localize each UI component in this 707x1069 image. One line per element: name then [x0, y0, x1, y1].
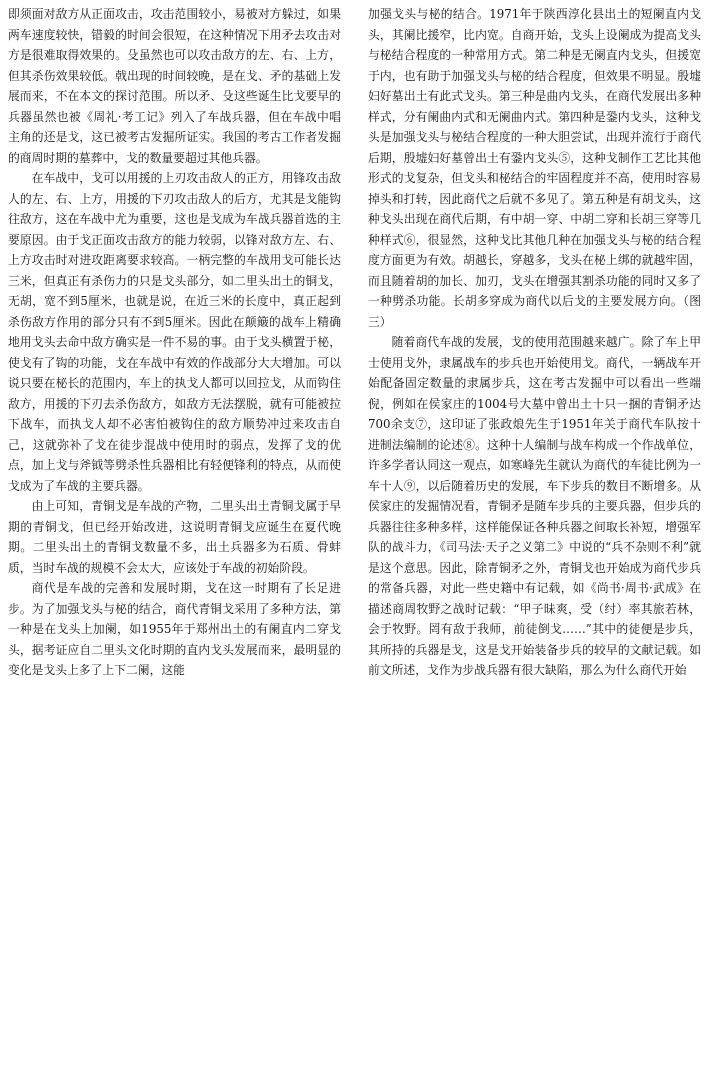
paragraph: 即须面对敌方从正面攻击，攻击范围较小，易被对方躲过，如果两车速度较快，错毅的时间会很短，在这种情况下用矛去攻击对方是很难取得效果的。殳虽然也可以攻击敌方的左、右、上方，但其杀伤效果较低。戟出现的时间较晚，是在戈、矛的基础上发展而来，不在本文的探讨范围。所以矛、殳这些诞生比戈要早的兵器虽然也被《周礼·考工记》列入了车战兵器，但在车战中唱主角的还是戈，这已被考古发掘所证实。我国的考古工作者发掘的商周时期的墓葬中，戈的数量要超过其他兵器。	[8, 7, 341, 165]
paragraph: 在车战中，戈可以用援的上刃攻击敌人的正方，用锋攻击敌人的左、右、上方，用援的下刃攻击敌人的后方，尤其是戈能钩往敌方，这在车战中尤为重要，这也是戈成为车战兵器首选的主要原因。由于戈正面攻击敌方的能力较弱，以锋对敌方左、右、上方攻击时对进攻距离要求较高。一柄完整的车战用戈可能长达三米，但真正有杀伤力的只是戈头部分，如二里头出土的铜戈，无胡，宽不到5厘米，也就是说，在近三米的长度中，真正起到杀伤敌方作用的部分只有不到5厘米。因此在颠簸的战车上精确地用戈头去命中敌方确实是一件不易的事。由于戈头横置于柲，使戈有了钩的功能，戈在车战中有效的作战部分大大增加。可以说只要在柲长的范围内，车上的执戈人都可以回拉戈，从而钩住敌方，用援的下刃去杀伤敌方，如敌方无法摆脱，就有可能被拉下战车，而执戈人却不必害怕被钩住的敌方顺势冲过来攻击自己，这就弥补了戈在徒步混战中使用时的弱点，发挥了戈的优点，加上戈与斧钺等劈杀性兵器相比有轻便锋利的特点，从而使戈成为了车战的主要兵器。	[8, 171, 341, 493]
right-column	[368, 4, 701, 1069]
paragraph: 由上可知，青铜戈是车战的产物，二里头出土青铜戈属于早期的青铜戈，但已经开始改进，这说明青铜戈应诞生在夏代晚期。二里头出土的青铜戈数量不多，出土兵器多为石质、骨蚌质，当时车战的规模不会太大，应该处于车战的初始阶段。	[8, 499, 341, 575]
paragraph: 商代是车战的完善和发展时期，戈在这一时期有了长足进步。为了加强戈头与柲的结合，商代青铜戈采用了多种方法，第一种是在戈头上加阑，如1955年于郑州出土的有阑直内二穿戈头，据考证应自二里头文化时期的直内戈头发展而来，最明显的变化是戈头上多了上下二阑，这能	[8, 581, 341, 677]
paragraph: 随着商代车战的发展，戈的使用范围越来越广。除了车上甲士使用戈外，隶属战车的步兵也开始使用戈。商代，一辆战车开始配备固定数量的隶属步兵，这在考古发掘中可以看出一些端倪，例如在侯家庄的1004号大墓中曾出土十只一捆的青铜矛达700余支⑦，这印证了张政烺先生于1951年关于商代车队按十进制法编制的论述⑧。这种十人编制与战车构成一个作战单位，许多学者认同这一观点，如寒峰先生就认为商代的车徒比例为一车十人⑨，以后随着历史的发展，车下步兵的数目不断增多。从侯家庄的发掘情况看，青铜矛是随车步兵的主要兵器，但步兵的兵器往往多种多样，这样能保证各种兵器之间取长补短，增强军队的战斗力，《司马法·天子之义第二》中说的“兵不杂则不利”就是这个意思。因此，除青铜矛之外，青铜戈也开始成为商代步兵的常备兵器，对此一些史籍中有记载，如《尚书·周书·武成》在描述商周牧野之战时记载：“甲子昧爽，受（纣）率其旅若林，会于牧野。罔有敌于我师，前徒倒戈……”其中的徒便是步兵，其所持的兵器是戈，这是戈开始装备步兵的较早的文献记载。如前文所述，戈作为步战兵器有很大缺陷，那么为什么商代开始	[368, 335, 701, 677]
paragraph: 加强戈头与柲的结合。1971年于陕西淳化县出土的短阑直内戈头，其阑比援窄，比内宽。自商开始，戈头上设阑成为提高戈头与柲结合程度的一种常用方式。第二种是无阑直内戈头，但援宽于内，也有助于加强戈头与柲的结合程度，但效果不明显。殷墟妇好墓出土有此式戈头。第三种是曲内戈头，在商代发展出多种样式，分有阑曲内式和无阑曲内式。第四种是銎内戈头，这种戈头是加强戈头与柲结合程度的一种大胆尝试，出现并流行于商代后期，殷墟妇好墓曾出土有銎内戈头⑤，这种戈制作工艺比其他形式的戈复杂，但戈头和柲结合的牢固程度并不高，使用时容易掉头和打转，因此商代之后就不多见了。第五种是有胡戈头，这种戈头出现在商代后期，有中胡一穿、中胡二穿和长胡三穿等几种样式⑥，很显然，这种戈比其他几种在加强戈头与柲的结合程度方面更为有效。胡越长，穿越多，戈头在柲上绑的就越牢固，而且随着胡的加长、加刃，戈头在增强其割杀功能的同时又多了一种劈杀功能。长胡多穿成为商代以后戈的主要发展方向。（图三）	[368, 7, 701, 329]
left-column	[8, 4, 341, 1069]
